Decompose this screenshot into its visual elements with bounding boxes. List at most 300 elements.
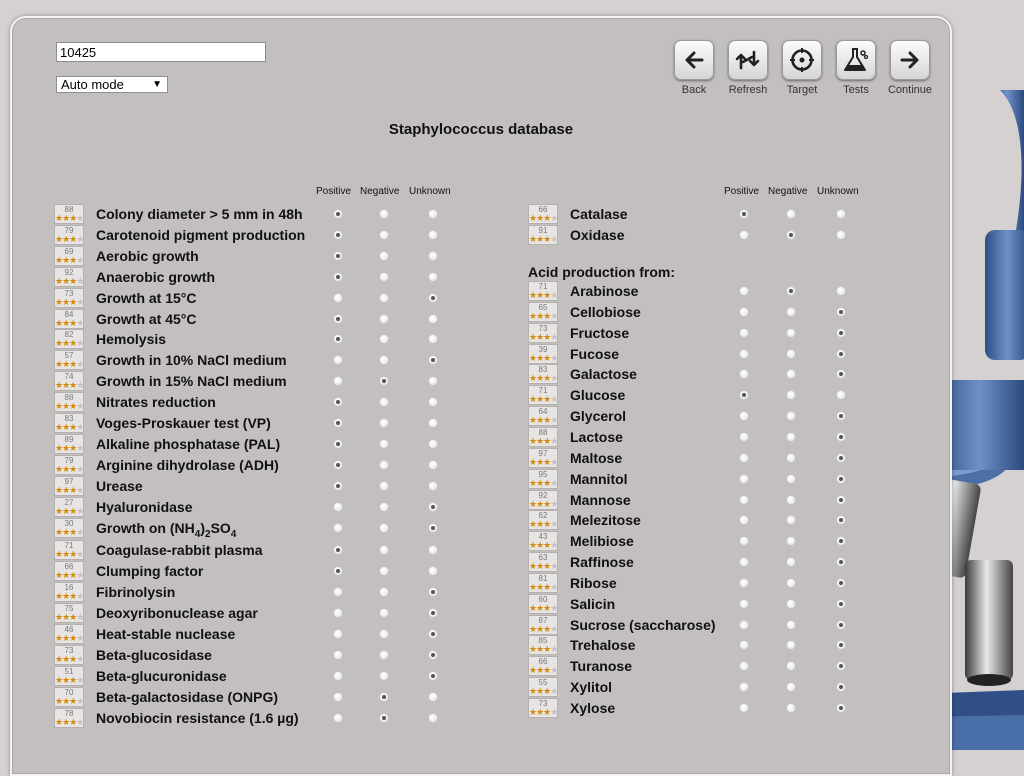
reliability-badge <box>528 427 558 447</box>
star-rating-icon: ★★★★ <box>55 401 84 412</box>
radio-unknown[interactable] <box>836 307 846 317</box>
radio-positive[interactable] <box>739 307 749 317</box>
test-row <box>528 302 948 322</box>
radio-unknown[interactable] <box>836 515 846 525</box>
radio-unknown[interactable] <box>428 418 438 428</box>
reliability-badge <box>54 666 84 686</box>
radio-positive[interactable] <box>333 566 343 576</box>
star-rating-icon: ★★★★ <box>529 644 558 655</box>
test-row <box>54 204 474 224</box>
star-rating-icon: ★★★★ <box>529 456 558 467</box>
star-rating-icon: ★★★★ <box>55 213 84 223</box>
test-row <box>54 645 474 665</box>
reliability-badge <box>54 476 84 496</box>
radio-positive[interactable] <box>739 682 749 692</box>
radio-positive[interactable] <box>333 355 343 365</box>
radio-unknown[interactable] <box>836 453 846 463</box>
radio-positive[interactable] <box>333 230 343 240</box>
radio-positive[interactable] <box>739 453 749 463</box>
radio-negative[interactable] <box>379 439 389 449</box>
radio-positive[interactable] <box>333 397 343 407</box>
radio-negative[interactable] <box>786 307 796 317</box>
radio-negative[interactable] <box>786 620 796 630</box>
star-rating-icon: ★★★★ <box>529 415 558 426</box>
test-label: Heat-stable nuclease <box>96 626 236 642</box>
reliability-badge <box>528 615 558 635</box>
star-rating-icon: ★★★★ <box>529 331 558 342</box>
radio-unknown[interactable] <box>428 334 438 344</box>
reliability-badge <box>54 708 84 728</box>
radio-unknown[interactable] <box>428 251 438 261</box>
radio-unknown[interactable] <box>836 536 846 546</box>
reliability-badge <box>54 350 84 370</box>
subscript: 4 <box>194 528 201 540</box>
test-label: Catalase <box>570 206 628 222</box>
reliability-score: 74 <box>64 372 74 382</box>
test-label: Beta-glucuronidase <box>96 667 227 684</box>
test-label: Maltose <box>570 449 623 466</box>
test-label: Arabinose <box>570 283 639 299</box>
test-row <box>528 364 948 384</box>
test-row <box>528 225 948 245</box>
continue-label: Continue <box>887 84 933 96</box>
test-label: Arginine dihydrolase (ADH) <box>96 456 279 473</box>
reliability-badge <box>54 582 84 602</box>
radio-unknown[interactable] <box>428 272 438 282</box>
radio-positive[interactable] <box>739 432 749 442</box>
test-label: Mannitol <box>570 470 628 487</box>
reliability-score: 66 <box>538 657 548 667</box>
star-rating-icon: ★★★★ <box>55 422 84 432</box>
radio-positive[interactable] <box>739 209 749 219</box>
radio-negative[interactable] <box>379 397 389 407</box>
radio-negative[interactable] <box>379 314 389 324</box>
test-label: Alkaline phosphatase (PAL) <box>96 435 281 452</box>
test-label: Growth at 45°C <box>96 310 197 327</box>
test-label: Raffinose <box>570 554 634 571</box>
star-rating-icon: ★★★★ <box>529 373 558 384</box>
radio-negative[interactable] <box>379 713 389 723</box>
radio-negative[interactable] <box>786 599 796 609</box>
radio-negative[interactable] <box>786 286 796 296</box>
radio-positive[interactable] <box>739 495 749 505</box>
radio-unknown[interactable] <box>428 460 438 470</box>
radio-unknown[interactable] <box>836 661 846 671</box>
test-label: Hemolysis <box>96 331 167 348</box>
reliability-score: 39 <box>538 344 548 354</box>
radio-unknown[interactable] <box>428 566 438 576</box>
test-label: Aerobic growth <box>96 247 199 264</box>
radio-positive[interactable] <box>333 272 343 282</box>
radio-positive[interactable] <box>739 474 749 484</box>
radio-unknown[interactable] <box>428 671 438 681</box>
test-row <box>54 225 474 245</box>
star-rating-icon: ★★★★ <box>529 540 558 551</box>
radio-positive[interactable] <box>739 536 749 546</box>
radio-negative[interactable] <box>786 578 796 588</box>
radio-unknown[interactable] <box>836 328 846 338</box>
reliability-score: 73 <box>538 323 548 333</box>
refresh-button[interactable] <box>724 40 772 96</box>
test-row <box>54 309 474 329</box>
radio-unknown[interactable] <box>836 682 846 692</box>
radio-positive[interactable] <box>333 418 343 428</box>
reliability-score: 73 <box>538 699 548 708</box>
star-rating-icon: ★★★★ <box>55 526 84 537</box>
radio-positive[interactable] <box>333 650 343 660</box>
radio-positive[interactable] <box>739 328 749 338</box>
radio-unknown[interactable] <box>428 481 438 491</box>
radio-positive[interactable] <box>739 369 749 379</box>
radio-unknown[interactable] <box>428 502 438 512</box>
right-col-positive: Positive <box>724 186 760 197</box>
star-rating-icon: ★★★★ <box>529 352 558 363</box>
star-rating-icon: ★★★★ <box>55 653 84 664</box>
radio-negative[interactable] <box>379 251 389 261</box>
star-rating-icon: ★★★★ <box>55 338 84 349</box>
radio-unknown[interactable] <box>428 587 438 597</box>
radio-positive[interactable] <box>739 578 749 588</box>
reliability-score: 78 <box>64 708 74 718</box>
test-label: Salicin <box>570 595 616 612</box>
radio-negative[interactable] <box>786 640 796 650</box>
test-row <box>528 406 948 426</box>
star-rating-icon: ★★★★ <box>529 602 558 613</box>
radio-unknown[interactable] <box>428 692 438 702</box>
test-row <box>54 455 474 475</box>
reliability-score: 73 <box>64 645 74 655</box>
mode-select[interactable] <box>56 76 168 93</box>
radio-unknown[interactable] <box>428 545 438 555</box>
radio-negative[interactable] <box>379 293 389 303</box>
radio-positive[interactable] <box>739 230 749 240</box>
reliability-score: 66 <box>64 562 74 572</box>
test-label <box>96 520 236 540</box>
radio-negative[interactable] <box>379 481 389 491</box>
reliability-score: 97 <box>538 448 548 458</box>
radio-negative[interactable] <box>379 272 389 282</box>
reliability-score: 62 <box>538 511 548 521</box>
test-label: Carotenoid pigment production <box>96 226 306 243</box>
star-rating-icon: ★★★★ <box>529 213 558 223</box>
reliability-badge <box>54 288 84 308</box>
back-button[interactable] <box>670 40 718 96</box>
test-label: Melezitose <box>570 512 641 529</box>
reliability-score: 82 <box>64 330 74 340</box>
radio-negative[interactable] <box>379 608 389 618</box>
radio-unknown[interactable] <box>428 397 438 407</box>
radio-negative[interactable] <box>379 650 389 660</box>
radio-positive[interactable] <box>739 640 749 650</box>
reliability-score: 70 <box>64 687 74 697</box>
radio-unknown[interactable] <box>428 376 438 386</box>
refresh-icon <box>728 40 768 80</box>
radio-positive[interactable] <box>739 703 749 713</box>
reliability-score: 91 <box>538 226 548 235</box>
radio-negative[interactable] <box>786 557 796 567</box>
radio-positive[interactable] <box>333 587 343 597</box>
radio-unknown[interactable] <box>428 439 438 449</box>
radio-unknown[interactable] <box>836 557 846 567</box>
radio-negative[interactable] <box>786 209 796 219</box>
star-rating-icon: ★★★★ <box>55 570 84 581</box>
reliability-score: 71 <box>64 541 74 551</box>
target-label: Target <box>786 84 818 96</box>
radio-positive[interactable] <box>333 209 343 219</box>
radio-negative[interactable] <box>379 523 389 533</box>
star-rating-icon: ★★★★ <box>55 633 84 643</box>
test-label: Deoxyribonuclease agar <box>96 605 258 622</box>
test-row <box>528 344 948 364</box>
arrow-right-icon <box>890 40 930 80</box>
radio-positive[interactable] <box>739 390 749 400</box>
radio-unknown[interactable] <box>428 230 438 240</box>
radio-positive[interactable] <box>333 293 343 303</box>
star-rating-icon: ★★★★ <box>529 707 558 717</box>
radio-unknown[interactable] <box>428 608 438 618</box>
radio-positive[interactable] <box>333 251 343 261</box>
radio-unknown[interactable] <box>428 650 438 660</box>
test-label: Fructose <box>570 324 630 341</box>
test-label: Anaerobic growth <box>96 268 216 285</box>
reliability-badge <box>54 434 84 454</box>
star-rating-icon: ★★★★ <box>529 561 558 572</box>
radio-positive[interactable] <box>333 629 343 639</box>
reliability-score: 71 <box>538 386 548 396</box>
radio-unknown[interactable] <box>836 286 846 296</box>
radio-unknown[interactable] <box>836 411 846 421</box>
radio-unknown[interactable] <box>836 230 846 240</box>
test-row <box>528 281 948 301</box>
radio-negative[interactable] <box>379 230 389 240</box>
radio-positive[interactable] <box>333 502 343 512</box>
test-row <box>54 392 474 412</box>
target-button[interactable] <box>778 40 826 96</box>
reliability-score: 16 <box>64 583 74 593</box>
radio-unknown[interactable] <box>836 578 846 588</box>
radio-negative[interactable] <box>786 328 796 338</box>
radio-negative[interactable] <box>786 349 796 359</box>
reliability-badge <box>528 323 558 343</box>
radio-positive[interactable] <box>333 671 343 681</box>
test-label: Growth in 10% NaCl medium <box>96 352 287 369</box>
test-row <box>528 635 948 655</box>
radio-positive[interactable] <box>333 334 343 344</box>
radio-negative[interactable] <box>786 453 796 463</box>
test-row <box>54 371 474 391</box>
reliability-score: 88 <box>64 393 74 403</box>
reliability-score: 69 <box>64 246 74 256</box>
radio-negative[interactable] <box>379 587 389 597</box>
refresh-label: Refresh <box>728 84 768 96</box>
star-rating-icon: ★★★★ <box>529 665 558 676</box>
radio-negative[interactable] <box>379 355 389 365</box>
reliability-score: 66 <box>538 205 548 214</box>
target-icon <box>782 40 822 80</box>
reliability-badge <box>528 302 558 322</box>
reliability-badge <box>528 531 558 551</box>
arrow-left-icon <box>674 40 714 80</box>
star-rating-icon: ★★★★ <box>529 394 558 405</box>
radio-negative[interactable] <box>786 432 796 442</box>
radio-positive[interactable] <box>739 286 749 296</box>
radio-positive[interactable] <box>333 523 343 533</box>
reliability-score: 57 <box>64 351 74 361</box>
test-label: Voges-Proskauer test (VP) <box>96 415 271 431</box>
reliability-badge <box>54 204 84 224</box>
left-col-negative: Negative <box>360 186 400 197</box>
reliability-badge <box>528 344 558 364</box>
reliability-score: 64 <box>538 407 548 417</box>
star-rating-icon: ★★★★ <box>55 695 84 706</box>
test-label: Growth at 15°C <box>96 289 197 306</box>
test-label: Galactose <box>570 366 637 383</box>
test-label: Oxidase <box>570 227 625 243</box>
test-row <box>54 350 474 370</box>
radio-negative[interactable] <box>379 692 389 702</box>
radio-unknown[interactable] <box>428 713 438 723</box>
test-row <box>528 531 948 551</box>
radio-positive[interactable] <box>739 349 749 359</box>
radio-unknown[interactable] <box>428 293 438 303</box>
radio-unknown[interactable] <box>836 640 846 650</box>
radio-unknown[interactable] <box>428 629 438 639</box>
test-row <box>54 476 474 496</box>
test-row <box>528 448 948 468</box>
flask-icon <box>836 40 876 80</box>
radio-negative[interactable] <box>379 209 389 219</box>
radio-unknown[interactable] <box>836 390 846 400</box>
radio-positive[interactable] <box>333 439 343 449</box>
reliability-badge <box>54 540 84 560</box>
reliability-badge <box>528 677 558 697</box>
radio-negative[interactable] <box>786 230 796 240</box>
radio-negative[interactable] <box>379 376 389 386</box>
radio-positive[interactable] <box>333 376 343 386</box>
test-label: Urease <box>96 477 143 494</box>
test-label: Growth in 15% NaCl medium <box>96 373 287 390</box>
radio-negative[interactable] <box>786 661 796 671</box>
radio-positive[interactable] <box>333 460 343 470</box>
reliability-score: 65 <box>538 302 548 312</box>
radio-negative[interactable] <box>379 671 389 681</box>
radio-negative[interactable] <box>786 474 796 484</box>
radio-negative[interactable] <box>786 390 796 400</box>
radio-positive[interactable] <box>739 620 749 630</box>
back-label: Back <box>681 84 707 96</box>
radio-negative[interactable] <box>786 682 796 692</box>
radio-negative[interactable] <box>786 411 796 421</box>
star-rating-icon: ★★★★ <box>55 591 84 602</box>
radio-unknown[interactable] <box>836 620 846 630</box>
reliability-badge <box>528 698 558 718</box>
test-label: Mannose <box>570 491 631 508</box>
reliability-badge <box>528 364 558 384</box>
radio-unknown[interactable] <box>428 355 438 365</box>
radio-negative[interactable] <box>379 629 389 639</box>
star-rating-icon: ★★★★ <box>55 612 84 623</box>
reliability-score: 63 <box>538 553 548 563</box>
radio-negative[interactable] <box>786 703 796 713</box>
radio-positive[interactable] <box>739 515 749 525</box>
reliability-score: 83 <box>538 365 548 375</box>
test-row <box>528 323 948 343</box>
left-col-positive: Positive <box>316 186 352 197</box>
test-label: Xylitol <box>570 679 613 696</box>
radio-positive[interactable] <box>739 411 749 421</box>
radio-positive[interactable] <box>739 661 749 671</box>
radio-unknown[interactable] <box>836 369 846 379</box>
radio-unknown[interactable] <box>428 209 438 219</box>
reliability-badge <box>54 645 84 665</box>
radio-negative[interactable] <box>786 369 796 379</box>
right-col-negative: Negative <box>768 186 808 197</box>
radio-negative[interactable] <box>379 460 389 470</box>
radio-negative[interactable] <box>786 515 796 525</box>
radio-negative[interactable] <box>786 536 796 546</box>
radio-positive[interactable] <box>333 608 343 618</box>
radio-positive[interactable] <box>739 557 749 567</box>
test-label: Glucose <box>570 387 626 404</box>
radio-positive[interactable] <box>333 713 343 723</box>
radio-unknown[interactable] <box>836 432 846 442</box>
radio-negative[interactable] <box>379 418 389 428</box>
specimen-id-input[interactable] <box>56 42 266 62</box>
test-row <box>528 385 948 405</box>
radio-unknown[interactable] <box>836 703 846 713</box>
subscript: 2 <box>205 528 211 540</box>
reliability-badge <box>528 385 558 405</box>
radio-positive[interactable] <box>333 481 343 491</box>
radio-negative[interactable] <box>379 545 389 555</box>
radio-unknown[interactable] <box>836 495 846 505</box>
star-rating-icon: ★★★★ <box>529 435 558 446</box>
radio-negative[interactable] <box>786 495 796 505</box>
radio-negative[interactable] <box>379 566 389 576</box>
radio-positive[interactable] <box>739 599 749 609</box>
reliability-badge <box>528 490 558 510</box>
radio-positive[interactable] <box>333 314 343 324</box>
radio-unknown[interactable] <box>836 349 846 359</box>
reliability-badge <box>54 246 84 266</box>
test-label: Fibrinolysin <box>96 584 176 601</box>
test-row <box>54 434 474 454</box>
star-rating-icon: ★★★★ <box>55 549 84 560</box>
radio-unknown[interactable] <box>836 209 846 219</box>
radio-negative[interactable] <box>379 502 389 512</box>
test-label: Xylose <box>570 700 616 716</box>
radio-positive[interactable] <box>333 692 343 702</box>
reliability-badge <box>528 448 558 468</box>
test-label: Turanose <box>570 658 632 675</box>
star-rating-icon: ★★★★ <box>55 296 84 307</box>
radio-unknown[interactable] <box>836 474 846 484</box>
continue-button[interactable] <box>886 40 934 96</box>
radio-unknown[interactable] <box>428 523 438 533</box>
radio-unknown[interactable] <box>428 314 438 324</box>
radio-negative[interactable] <box>379 334 389 344</box>
reliability-badge <box>528 635 558 655</box>
test-row <box>54 246 474 266</box>
tests-label: Tests <box>843 84 869 96</box>
radio-unknown[interactable] <box>836 599 846 609</box>
reliability-badge <box>528 204 558 224</box>
tests-button[interactable] <box>832 40 880 96</box>
reliability-badge <box>54 329 84 349</box>
reliability-badge <box>528 594 558 614</box>
test-label: Glycerol <box>570 408 627 425</box>
radio-positive[interactable] <box>333 545 343 555</box>
